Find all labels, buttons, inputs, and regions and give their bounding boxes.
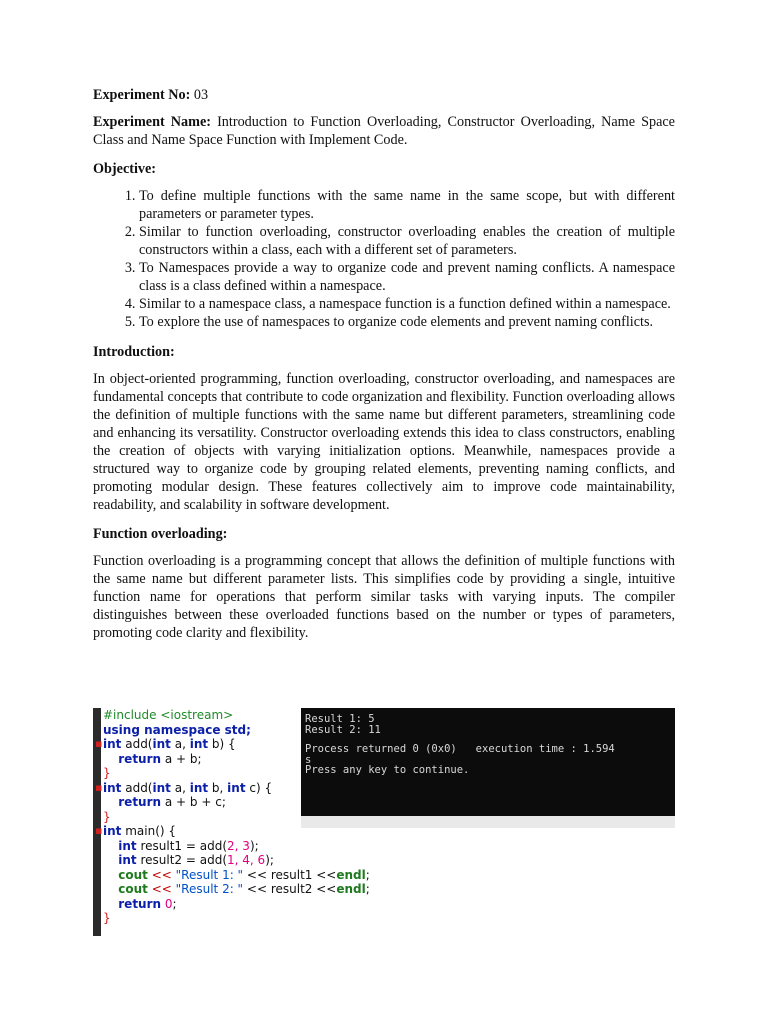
objective-item: 4. Similar to a namespace class, a namespace function is a function defined within a namespace. [139, 295, 675, 313]
console-line: s [305, 753, 312, 766]
console-bottom-strip [301, 816, 675, 828]
console-line: Press any key to continue. [305, 764, 470, 776]
introduction-paragraph: In object-oriented programming, function overloading, constructor overloading, and namespaces are fundamental concepts that contribute to code organization and flexibility. Function overloading allows the definition of multiple functions with the same name but different parameters, streamlining code and enhancing its versatility. Constructor overloading extends this idea to class constructors, enabling the creation of objects with varying initialization options. Meanwhile, namespaces provide a structured way to organize code by grouping related elements, preventing naming conflicts, and promoting modular design. These features collectively aim to improve code maintainability, readability, and scalability in software development. [93, 371, 675, 513]
fold-marker-icon: ▪ [95, 737, 103, 750]
console-output [301, 708, 675, 816]
introduction-heading: Introduction: [93, 344, 175, 360]
document-page [93, 86, 675, 651]
code-line: using namespace std; [103, 722, 251, 737]
code-screenshot [93, 708, 675, 936]
objective-item: 5. To explore the use of namespaces to organize code elements and prevent naming conflicts. [139, 313, 675, 331]
code-line: cout << "Result 2: " << result2 <<endl; [118, 882, 370, 896]
objective-list [93, 187, 675, 331]
code-line: #include <iostream> [103, 708, 234, 722]
code-line: ▪ int add(int a, int b, int c) { [95, 780, 273, 795]
code-line: int result1 = add(2, 3); [118, 838, 259, 853]
function-overloading-paragraph: Function overloading is a programming concept that allows the definition of multiple functions with the same name but different parameter lists. This simplifies code by providing a single, intuitive function name for operations that perform similar tasks with varying inputs. The compiler distinguishes between these overloaded functions based on the number or types of parameters, promoting code clarity and flexibility. [93, 553, 675, 641]
console-line: Process returned 0 (0x0) execution time : 1.594 [305, 743, 615, 755]
console-line: Result 1: 5 [305, 713, 375, 725]
experiment-number: Experiment No: 03 [93, 87, 209, 103]
code-line: } [103, 766, 111, 780]
fold-marker-icon: ▪ [95, 780, 103, 794]
code-line: return a + b + c; [118, 795, 226, 809]
fold-marker-icon: ▪ [95, 824, 103, 837]
code-line: int result2 = add(1, 4, 6); [118, 853, 274, 867]
objective-item: 2. Similar to function overloading, constructor overloading enables the creation of multiple constructors within a class, each with a different set of parameters. [139, 223, 675, 259]
code-line: } [103, 911, 111, 925]
console-line: Result 2: 11 [305, 723, 381, 736]
code-line: } [103, 809, 111, 824]
code-line: return a + b; [118, 751, 202, 766]
code-line: return 0; [118, 896, 177, 911]
function-overloading-heading: Function overloading: [93, 526, 228, 542]
experiment-name: Experiment Name: Introduction to Function Overloading, Constructor Overloading, Name Space Class and Name Space Function with Implement Code. [93, 114, 675, 148]
objective-heading: Objective: [93, 161, 157, 177]
code-line: cout << "Result 1: " << result1 <<endl; [118, 867, 370, 882]
objective-item: 3. To Namespaces provide a way to organize code and prevent naming conflicts. A namespace class is a class defined within a namespace. [139, 259, 675, 295]
code-line: ▪ int main() { [95, 824, 177, 838]
code-line: ▪ int add(int a, int b) { [95, 737, 236, 751]
objective-item: 1. To define multiple functions with the same name in the same scope, but with different parameters or parameter types. [139, 187, 675, 223]
